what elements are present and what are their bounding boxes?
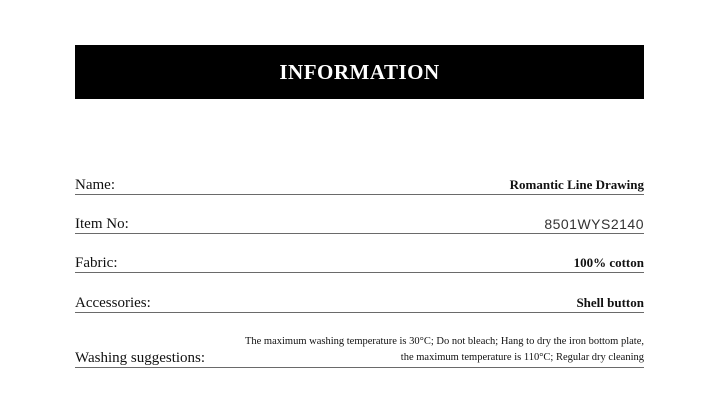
washing-label: Washing suggestions: [75,350,206,366]
item-no-label: Item No: [75,216,129,232]
accessories-label: Accessories: [75,295,151,311]
name-label: Name: [75,177,115,193]
fabric-value: 100% cotton [573,255,644,270]
accessories-value: Shell button [576,295,644,310]
info-row-fabric [75,255,644,273]
info-row-item-no [75,214,644,234]
info-row-washing [75,334,644,368]
info-header-banner [75,45,644,99]
info-row-name [75,176,644,195]
washing-value: The maximum washing temperature is 30°C; Do not bleach; Hang to dry the iron bottom plate, the maximum temperature is 110°C; Regular dry cleaning [244,336,644,363]
name-value: Romantic Line Drawing [509,177,644,192]
info-header-title: INFORMATION [279,59,440,84]
item-no-value: 8501WYS2140 [544,216,644,232]
fabric-label: Fabric: [75,255,118,271]
info-row-accessories [75,294,644,313]
